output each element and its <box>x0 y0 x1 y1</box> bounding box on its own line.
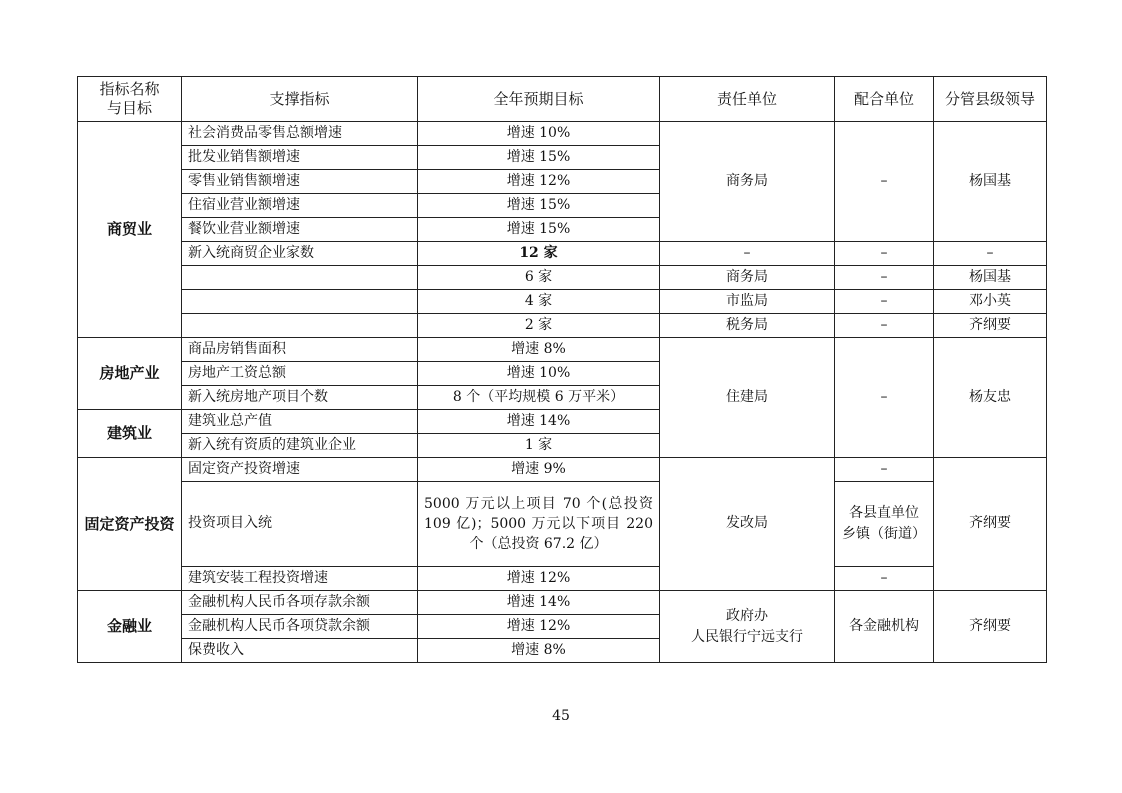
indicator-table <box>77 76 1047 663</box>
cooperating-cell: – <box>835 290 934 314</box>
target-cell: 增速 8% <box>418 639 660 663</box>
table-row <box>78 122 1047 146</box>
category-construction: 建筑业 <box>78 410 182 458</box>
target-cell: 增速 12% <box>418 615 660 639</box>
responsible-cell: 发改局 <box>660 458 835 591</box>
header-target: 全年预期目标 <box>418 77 660 122</box>
responsible-cell: 市监局 <box>660 290 835 314</box>
table-row <box>78 290 1047 314</box>
indicator-cell: 建筑业总产值 <box>182 410 418 434</box>
responsible-cell: 住建局 <box>660 338 835 458</box>
target-cell: 增速 8% <box>418 338 660 362</box>
table-row <box>78 591 1047 615</box>
indicator-cell: 保费收入 <box>182 639 418 663</box>
cooperating-cell: – <box>835 242 934 266</box>
category-finance: 金融业 <box>78 591 182 663</box>
table-row <box>78 266 1047 290</box>
cooperating-cell: – <box>835 338 934 458</box>
target-cell: 5000 万元以上项目 70 个(总投资 109 亿)；5000 万元以下项目 220 个（总投资 67.2 亿） <box>418 482 660 567</box>
target-cell: 4 家 <box>418 290 660 314</box>
indicator-cell-empty <box>182 290 418 314</box>
indicator-cell: 新入统商贸企业家数 <box>182 242 418 266</box>
target-cell: 增速 15% <box>418 218 660 242</box>
target-cell: 增速 9% <box>418 458 660 482</box>
cooperating-cell: 各县直单位 乡镇（街道） <box>835 482 934 567</box>
indicator-cell: 零售业销售额增速 <box>182 170 418 194</box>
indicator-cell: 社会消费品零售总额增速 <box>182 122 418 146</box>
table-row <box>78 242 1047 266</box>
indicator-cell: 住宿业营业额增速 <box>182 194 418 218</box>
cooperating-cell: – <box>835 314 934 338</box>
indicator-cell: 投资项目入统 <box>182 482 418 567</box>
responsible-cell: 商务局 <box>660 266 835 290</box>
header-indicator: 支撑指标 <box>182 77 418 122</box>
leader-cell: 杨国基 <box>934 266 1047 290</box>
target-cell: 2 家 <box>418 314 660 338</box>
indicator-cell: 金融机构人民币各项存款余额 <box>182 591 418 615</box>
indicator-cell: 金融机构人民币各项贷款余额 <box>182 615 418 639</box>
category-investment: 固定资产投资 <box>78 458 182 591</box>
cooperating-cell: – <box>835 266 934 290</box>
cooperating-cell: – <box>835 567 934 591</box>
leader-cell: 杨友忠 <box>934 338 1047 458</box>
header-cooperating: 配合单位 <box>835 77 934 122</box>
target-cell: 增速 14% <box>418 591 660 615</box>
target-cell: 8 个（平均规模 6 万平米） <box>418 386 660 410</box>
header-responsible: 责任单位 <box>660 77 835 122</box>
indicator-cell: 新入统房地产项目个数 <box>182 386 418 410</box>
responsible-cell: 税务局 <box>660 314 835 338</box>
indicator-cell-empty <box>182 266 418 290</box>
table-row <box>78 458 1047 482</box>
leader-cell: 齐纲要 <box>934 314 1047 338</box>
target-cell: 增速 10% <box>418 362 660 386</box>
leader-cell: 邓小英 <box>934 290 1047 314</box>
cooperating-cell: – <box>835 458 934 482</box>
responsible-cell: 政府办 人民银行宁远支行 <box>660 591 835 663</box>
header-name: 指标名称 与目标 <box>78 77 182 122</box>
category-realestate: 房地产业 <box>78 338 182 410</box>
target-cell: 增速 15% <box>418 146 660 170</box>
indicator-cell: 批发业销售额增速 <box>182 146 418 170</box>
indicator-cell: 建筑安装工程投资增速 <box>182 567 418 591</box>
leader-cell: 杨国基 <box>934 122 1047 242</box>
leader-cell: – <box>934 242 1047 266</box>
leader-cell: 齐纲要 <box>934 591 1047 663</box>
target-cell: 增速 15% <box>418 194 660 218</box>
cooperating-cell: – <box>835 122 934 242</box>
indicator-cell: 房地产工资总额 <box>182 362 418 386</box>
target-cell: 增速 10% <box>418 122 660 146</box>
target-cell: 增速 14% <box>418 410 660 434</box>
indicator-cell: 餐饮业营业额增速 <box>182 218 418 242</box>
header-leader: 分管县级领导 <box>934 77 1047 122</box>
table-row <box>78 338 1047 362</box>
target-cell: 增速 12% <box>418 567 660 591</box>
target-cell: 12 家 <box>418 242 660 266</box>
indicator-cell: 商品房销售面积 <box>182 338 418 362</box>
table-row <box>78 567 1047 591</box>
responsible-cell: 商务局 <box>660 122 835 242</box>
responsible-cell: – <box>660 242 835 266</box>
indicator-cell: 新入统有资质的建筑业企业 <box>182 434 418 458</box>
category-commerce: 商贸业 <box>78 122 182 338</box>
target-cell: 1 家 <box>418 434 660 458</box>
target-cell: 增速 12% <box>418 170 660 194</box>
table-header-row <box>78 77 1047 122</box>
page-number: 45 <box>552 708 570 724</box>
table-row <box>78 314 1047 338</box>
leader-cell: 齐纲要 <box>934 458 1047 591</box>
indicator-cell: 固定资产投资增速 <box>182 458 418 482</box>
cooperating-cell: 各金融机构 <box>835 591 934 663</box>
target-cell: 6 家 <box>418 266 660 290</box>
indicator-cell-empty <box>182 314 418 338</box>
table-row <box>78 482 1047 567</box>
